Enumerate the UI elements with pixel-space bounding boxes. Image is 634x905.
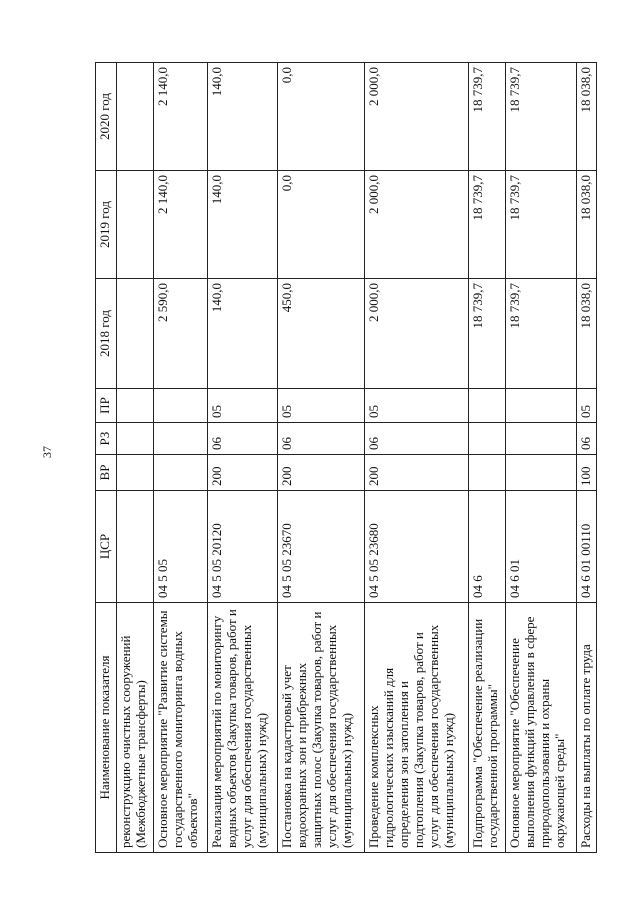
row-2018: 18 038,0 (576, 279, 596, 389)
row-csr: 04 5 05 23670 (278, 491, 365, 603)
header-rz: РЗ (96, 423, 117, 455)
row-vr: 200 (278, 455, 365, 491)
header-vr: ВР (96, 455, 117, 491)
row-rz: 06 (365, 423, 469, 455)
page-number: 37 (40, 446, 54, 458)
table-row (278, 63, 365, 853)
row-2018: 450,0 (278, 279, 365, 389)
row-name: Основное мероприятие "Обеспечение выполнения функций управления в сфере природопользования и охраны окружающей среды" (506, 603, 576, 853)
header-csr: ЦСР (96, 491, 117, 603)
row-name: Расходы на выплаты по оплате труда (576, 603, 596, 853)
table-row (469, 63, 506, 853)
row-pr (117, 389, 154, 423)
row-2018: 2 590,0 (153, 279, 207, 389)
rotated-table-container (95, 63, 597, 853)
header-pr: ПР (96, 389, 117, 423)
row-pr (153, 389, 207, 423)
row-csr: 04 6 01 00110 (576, 491, 596, 603)
row-vr (153, 455, 207, 491)
row-2020: 18 038,0 (576, 63, 596, 171)
row-csr (117, 491, 154, 603)
row-name: Реализация мероприятий по мониторингу водных объектов (Закупка товаров, работ и услуг для обеспечения государственных (муниципальных) нужд) (207, 603, 277, 853)
row-csr: 04 6 (469, 491, 506, 603)
row-vr: 100 (576, 455, 596, 491)
row-vr (469, 455, 506, 491)
row-2018: 140,0 (207, 279, 277, 389)
row-rz: 06 (207, 423, 277, 455)
row-vr (117, 455, 154, 491)
row-2020 (117, 63, 154, 171)
row-pr (469, 389, 506, 423)
header-2020: 2020 год (96, 63, 117, 171)
row-csr: 04 5 05 (153, 491, 207, 603)
row-rz: 06 (278, 423, 365, 455)
row-2020: 2 140,0 (153, 63, 207, 171)
header-row (96, 63, 117, 853)
header-2019: 2019 год (96, 171, 117, 279)
row-rz (469, 423, 506, 455)
row-rz (506, 423, 576, 455)
row-2018: 2 000,0 (365, 279, 469, 389)
row-vr: 200 (365, 455, 469, 491)
row-2020: 0,0 (278, 63, 365, 171)
row-2019: 2 140,0 (153, 171, 207, 279)
row-name: реконструкцию очистных сооружений (Межбюджетные трансферты) (117, 603, 154, 853)
row-csr: 04 5 05 20120 (207, 491, 277, 603)
row-rz: 06 (576, 423, 596, 455)
row-2020: 2 000,0 (365, 63, 469, 171)
row-2019 (117, 171, 154, 279)
table-row (365, 63, 469, 853)
row-2020: 18 739,7 (469, 63, 506, 171)
row-rz (153, 423, 207, 455)
row-csr: 04 5 05 23680 (365, 491, 469, 603)
row-2018 (117, 279, 154, 389)
row-2019: 140,0 (207, 171, 277, 279)
row-vr (506, 455, 576, 491)
budget-table (95, 62, 597, 853)
row-2018: 18 739,7 (506, 279, 576, 389)
row-rz (117, 423, 154, 455)
table-row (153, 63, 207, 853)
row-2019: 0,0 (278, 171, 365, 279)
header-2018: 2018 год (96, 279, 117, 389)
row-name: Постановка на кадастровый учет водоохранных зон и прибрежных защитных полос (Закупка товаров, работ и услуг для обеспечения государственных (муниципальных) нужд) (278, 603, 365, 853)
row-2020: 140,0 (207, 63, 277, 171)
row-pr (506, 389, 576, 423)
row-2019: 18 038,0 (576, 171, 596, 279)
table-row (207, 63, 277, 853)
row-name: Проведение комплексных гидрологических изысканий для определения зон затопления и подтопления (Закупка товаров, работ и услуг для обеспечения государственных (муниципальных) нужд) (365, 603, 469, 853)
row-vr: 200 (207, 455, 277, 491)
table-row (506, 63, 576, 853)
row-name: Основное мероприятие "Развитие системы государственного мониторинга водных объектов" (153, 603, 207, 853)
row-pr: 05 (207, 389, 277, 423)
header-name: Наименование показателя (96, 603, 117, 853)
table-row (117, 63, 154, 853)
table-row (576, 63, 596, 853)
row-pr: 05 (365, 389, 469, 423)
row-2018: 18 739,7 (469, 279, 506, 389)
row-csr: 04 6 01 (506, 491, 576, 603)
row-name: Подпрограмма "Обеспечение реализации государственной программы" (469, 603, 506, 853)
row-pr: 05 (278, 389, 365, 423)
row-2019: 18 739,7 (506, 171, 576, 279)
row-2019: 2 000,0 (365, 171, 469, 279)
row-2019: 18 739,7 (469, 171, 506, 279)
row-2020: 18 739,7 (506, 63, 576, 171)
row-pr: 05 (576, 389, 596, 423)
